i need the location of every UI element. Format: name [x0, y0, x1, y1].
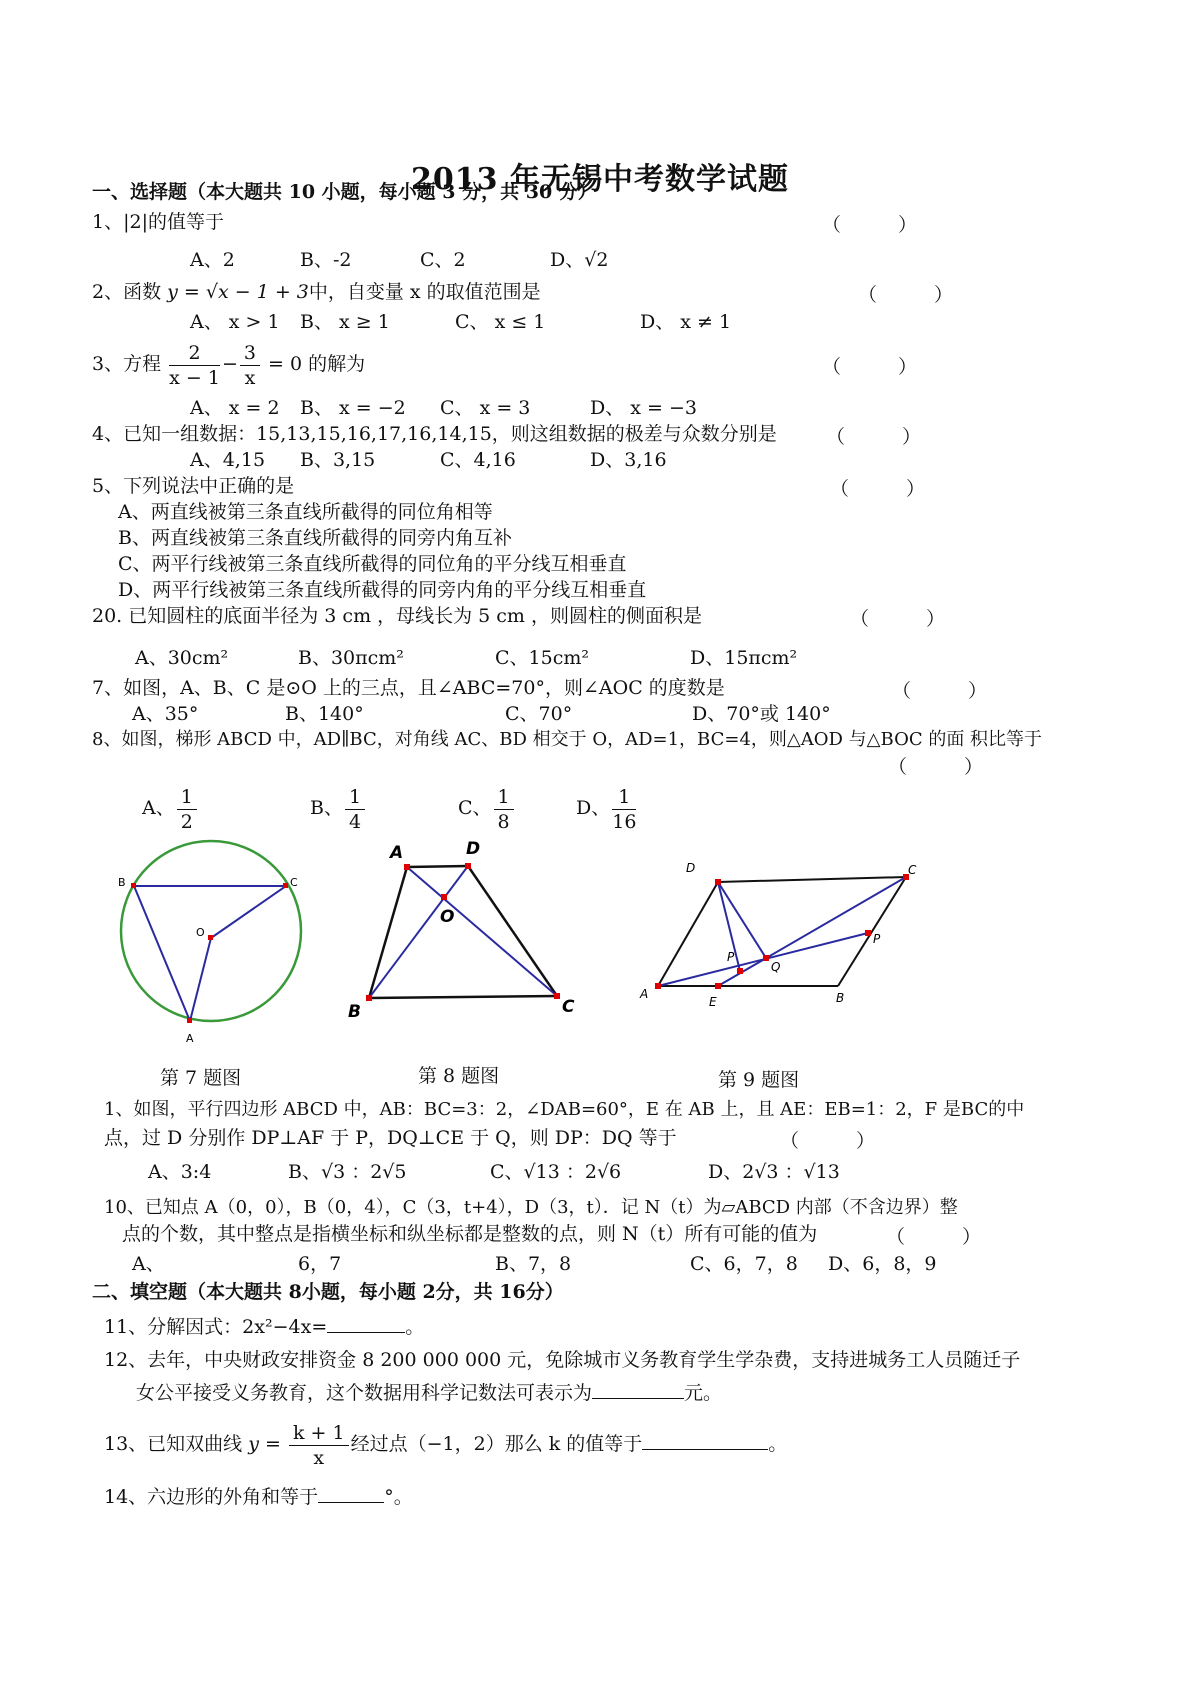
question-20-stem: 20. 已知圆柱的底面半径为 3 cm ，母线长为 5 cm ，则圆柱的侧面积是	[92, 605, 702, 627]
question-8-stem: 8、如图，梯形 ABCD 中，AD∥BC，对角线 AC、BD 相交于 O，AD=1，BC=4，则△AOD 与△BOC 的面 积比等于	[92, 729, 1043, 750]
q10-option-b: B、7，8	[495, 1253, 572, 1275]
page-title: 2013 年无锡中考数学试题	[411, 162, 789, 197]
q12-line-2-text: 女公平接受义务教育，这个数据用科学记数法可表示为	[136, 1382, 593, 1404]
fig8-label-a: A	[390, 843, 404, 863]
fig7-label-c: C	[290, 876, 298, 889]
q14-answer-blank[interactable]	[318, 1484, 384, 1503]
question-13	[104, 1418, 787, 1470]
q9-option-b: B、√3 ：2√5	[288, 1161, 407, 1183]
q1-option-d: D、√2	[550, 249, 609, 271]
q7-option-b: B、140°	[285, 703, 364, 725]
fig7-label-a: A	[186, 1032, 194, 1045]
q13-rest: 经过点（−1，2）那么 k 的值等于	[350, 1433, 643, 1455]
q3-fraction-1: $\frac{2}{x - 1}$	[169, 341, 220, 389]
q3-fraction-2: $\frac{3}{x}$	[240, 341, 260, 390]
q3-rest: = 0 的解为	[268, 353, 366, 375]
question-2-stem	[92, 280, 541, 304]
answer-paren[interactable]: （ ）	[886, 1226, 982, 1248]
q3-option-c: C、 x = 3	[440, 397, 531, 419]
question-4-stem: 4、已知一组数据：15,13,15,16,17,16,14,15，则这组数据的极差与众数分别是	[92, 423, 777, 445]
fig9-label-b: B	[836, 991, 845, 1005]
fig7-label-b: B	[118, 876, 126, 889]
q4-option-b: B、3,15	[300, 449, 376, 471]
q5-option-c: C、两平行线被第三条直线所截得的同位角的平分线互相垂直	[118, 553, 627, 575]
q9-option-a: A、3:4	[148, 1161, 212, 1183]
q4-option-d: D、3,16	[590, 449, 667, 471]
q5-option-b: B、两直线被第三条直线所截得的同旁内角互补	[118, 527, 512, 549]
fig9-label-q: Q	[771, 960, 781, 974]
q12-answer-blank[interactable]	[592, 1380, 684, 1399]
q8-option-c: C、 $\frac{1}{8}$	[458, 782, 516, 834]
q5-option-a: A、两直线被第三条直线所截得的同位角相等	[118, 501, 493, 523]
q9-option-d: D、2√3 ：√13	[708, 1161, 840, 1183]
q13-answer-blank[interactable]	[642, 1431, 768, 1450]
q2-number: 2、函数	[92, 281, 162, 303]
q2-rest: 中，自变量 x 的取值范围是	[308, 281, 541, 303]
figure-8	[348, 839, 575, 1022]
question-12-line-1: 12、去年，中央财政安排资金 8 200 000 000 元，免除城市义务教育学生学杂费，支持进城务工人员随迁子	[104, 1349, 1021, 1371]
figure-7	[118, 841, 301, 1045]
q4-option-c: C、4,16	[440, 449, 516, 471]
question-3-stem: 3、方程 $\frac{2}{x - 1}$ − $\frac{3}{x}$ = 0 的解为	[92, 341, 366, 389]
figure-9-caption: 第 9 题图	[718, 1069, 800, 1091]
q20-option-d: D、15πcm²	[690, 647, 798, 669]
q2-option-b: B、 x ≥ 1	[300, 311, 390, 333]
figure-9	[639, 861, 917, 1009]
fig9-label-e: E	[709, 995, 717, 1009]
answer-paren[interactable]: （ ）	[822, 356, 918, 378]
figures	[0, 830, 1200, 1060]
fig9-label-p-left: P	[727, 950, 735, 964]
q3-option-a: A、 x = 2	[190, 397, 280, 419]
q7-option-d: D、70°或 140°	[692, 703, 831, 725]
q2-option-d: D、 x ≠ 1	[640, 311, 732, 333]
section-2-heading: 二、填空题（本大题共 8小题，每小题 2分，共 16分）	[92, 1281, 564, 1303]
answer-paren[interactable]: （ ）	[892, 680, 988, 702]
fig9-label-a: A	[640, 987, 649, 1001]
q1-option-b: B、-2	[300, 249, 352, 271]
q3-option-b: B、 x = −2	[300, 397, 406, 419]
q11-end: 。	[405, 1316, 425, 1338]
fig8-label-o: O	[440, 907, 455, 927]
q20-option-b: B、30πcm²	[298, 647, 404, 669]
q2-option-a: A、 x > 1	[190, 311, 280, 333]
q13-end: 。	[768, 1433, 788, 1455]
q3-option-d: D、 x = −3	[590, 397, 697, 419]
question-11	[104, 1314, 424, 1339]
q7-option-c: C、70°	[505, 703, 573, 725]
question-9-line-2: 点，过 D 分别作 DP⊥AF 于 P，DQ⊥CE 于 Q，则 DP：DQ 等于	[104, 1127, 677, 1149]
q11-answer-blank[interactable]	[327, 1314, 405, 1333]
answer-paren[interactable]: （ ）	[888, 756, 984, 778]
q8-option-a: A、 $\frac{1}{2}$	[142, 782, 199, 834]
question-14	[104, 1484, 413, 1509]
question-1-stem: 1、|2|的值等于	[92, 211, 224, 233]
q1-option-a: A、2	[190, 249, 235, 271]
section-1-heading: 一、选择题（本大题共 10 小题，每小题 3 分，共 30 分）	[92, 181, 597, 203]
q14-end: °。	[384, 1486, 413, 1508]
q10-option-d: D、6，8，9	[828, 1253, 937, 1275]
q5-option-d: D、两平行线被第三条直线所截得的同旁内角的平分线互相垂直	[118, 579, 647, 601]
q11-stem: 11、分解因式：2x²−4x=	[104, 1316, 328, 1338]
fig8-label-b: B	[348, 1002, 361, 1022]
q10-option-a-value: 6，7	[298, 1253, 342, 1275]
q8-option-d: D、 $\frac{1}{16}$	[576, 785, 637, 833]
q13-number: 13、已知双曲线	[104, 1433, 243, 1455]
question-10-line-1: 10、已知点 A（0，0），B（0，4），C（3，t+4），D（3，t）．记 N（t）为▱ABCD 内部（不含边界）整	[104, 1197, 958, 1218]
q1-option-c: C、2	[420, 249, 466, 271]
q20-option-c: C、15cm²	[495, 647, 589, 669]
answer-paren[interactable]: （ ）	[858, 284, 954, 306]
q7-option-a: A、35°	[132, 703, 199, 725]
question-12-line-2	[136, 1380, 722, 1405]
q8-option-b: B、 $\frac{1}{4}$	[310, 782, 367, 834]
figure-7-caption: 第 7 题图	[160, 1067, 242, 1089]
answer-paren[interactable]: （ ）	[822, 214, 918, 236]
fig8-label-d: D	[466, 839, 481, 859]
answer-paren[interactable]: （ ）	[826, 426, 922, 448]
fig9-label-d: D	[686, 861, 696, 875]
q9-option-c: C、√13 ：2√6	[490, 1161, 622, 1183]
q13-lhs: y =	[248, 1433, 281, 1455]
q13-fraction: $\frac{k + 1}{x}$	[289, 1421, 349, 1470]
question-9-line-1: 1、如图，平行四边形 ABCD 中，AB：BC=3：2，∠DAB=60°，E 在 AB 上，且 AE：EB=1：2，F 是BC的中	[104, 1099, 1025, 1120]
fig7-label-o: O	[196, 926, 205, 939]
q14-stem: 14、六边形的外角和等于	[104, 1486, 319, 1508]
q4-option-a: A、4,15	[190, 449, 266, 471]
q2-option-c: C、 x ≤ 1	[455, 311, 546, 333]
q2-expression: y = √x − 1 + 3	[167, 281, 309, 303]
q3-number: 3、方程	[92, 353, 162, 375]
q20-option-a: A、30cm²	[135, 647, 229, 669]
answer-paren[interactable]: （ ）	[850, 608, 946, 630]
question-10-line-2: 点的个数，其中整点是指横坐标和纵坐标都是整数的点，则 N（t）所有可能的值为	[122, 1223, 818, 1245]
q10-option-c: C、6，7，8	[690, 1253, 798, 1275]
fig9-label-p-right: P	[873, 932, 881, 946]
figure-8-caption: 第 8 题图	[418, 1065, 500, 1087]
answer-paren[interactable]: （ ）	[780, 1130, 876, 1152]
q12-end: 元。	[684, 1382, 723, 1404]
fig8-label-c: C	[562, 997, 575, 1017]
q10-option-a-label: A、	[132, 1253, 165, 1275]
question-5-stem: 5、下列说法中正确的是	[92, 475, 295, 497]
question-7-stem: 7、如图，A、B、C 是⊙O 上的三点，且∠ABC=70°，则∠AOC 的度数是	[92, 677, 725, 699]
fig9-label-c: C	[908, 863, 917, 877]
answer-paren[interactable]: （ ）	[830, 478, 926, 500]
